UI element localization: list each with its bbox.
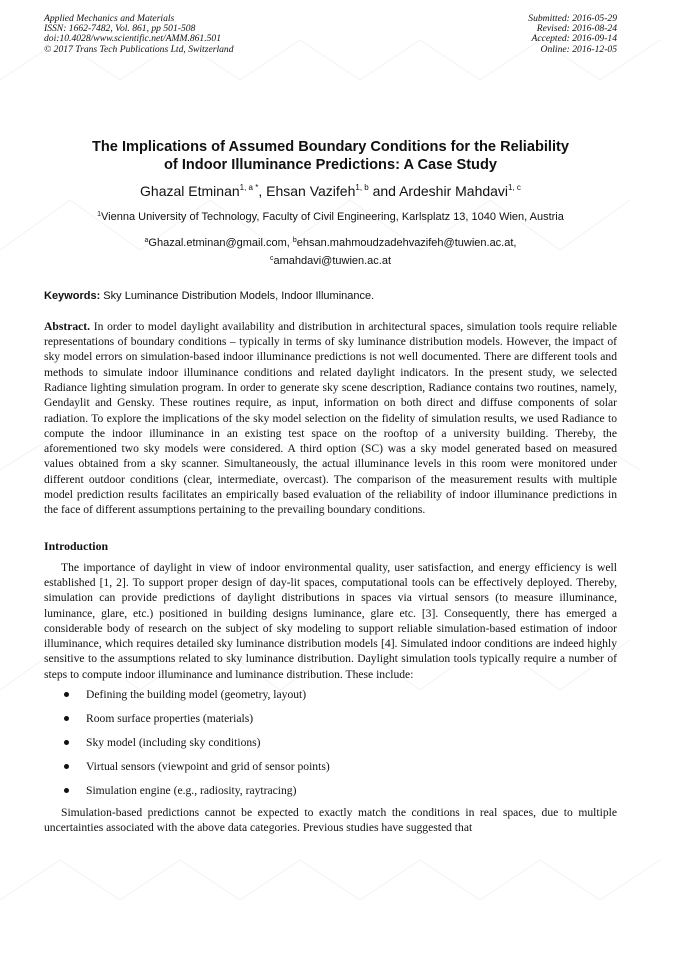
submitted-date: Submitted: 2016-05-29 [528, 13, 617, 24]
author-name: Ghazal Etminan [140, 182, 240, 199]
accepted-date: Accepted: 2016-09-14 [531, 33, 617, 45]
bullet-list [44, 687, 617, 798]
doi-line[interactable]: doi:10.4028/www.scientific.net/AMM.861.501 [44, 33, 222, 45]
abstract-label: Abstract. [44, 319, 91, 333]
journal-header [44, 14, 617, 55]
list-item [44, 783, 617, 798]
author-name: Ehsan Vazifeh [266, 182, 356, 199]
list-item [44, 735, 617, 750]
email-mark: b [292, 236, 297, 244]
journal-name: Applied Mechanics and Materials [44, 13, 175, 24]
author-affiliation-mark: 1, a * [239, 182, 259, 192]
list-item [44, 711, 617, 726]
paragraph: The importance of daylight in view of indoor environmental quality, user satisfaction, and energy efficiency is well established [1, 2]. To support proper design of day-lit spaces, computational tools can be effectively deployed. Thereby, simulation can provide predictions of daylight distributions in spaces via virtual sensors (to measure illuminance, luminance, glare, etc.) positioned in building designs luminance, glare etc. [3]. Consequently, there has emerged a considerable body of research on the subject of sky modeling to support reliable simulation-based estimation of indoor illuminance, which requires detailed sky luminance distribution models [4]. Simulated indoor conditions are indeed highly sensitive to the assumptions related to sky luminance distribution. Daylight simulation tools typically require a number of steps to compute indoor illuminance and luminance distribution. These include: [44, 560, 617, 681]
author-affiliation-mark: 1, b [355, 182, 369, 192]
keywords-label: Keywords: [44, 289, 101, 302]
abstract [44, 319, 617, 518]
bullet-icon [64, 764, 69, 769]
abstract-text: In order to model daylight availability and distribution in architectural spaces, simulation tools require reliable representations of boundary conditions – typically in terms of sky luminance distribution models. However, the impact of sky model errors on simulation-based indoor illuminance predictions is not well documented. There are different tools and methods to simulate indoor illuminance conditions and related daylight indicators. In the present study, we selected Radiance lighting simulation program. In order to generate sky scene description, Radiance contains two routines, namely, Gendaylit and Gensky. These routines require, as input, information on both direct and diffuse components of solar radiation. To explore the implications of the sky model selection on the fidelity of simulation results, we used Radiance to compute the indoor illuminance in an existing test space on the rooftop of a university building. Thereby, the aforementioned two sky models were considered. A third option (SC) was a sky model generated based on measured values obtained from a sky scanner. Simultaneously, the actual illuminance levels in this room were monitored under different outdoor conditions (clear, intermediate, overcast). The comparison of the measurement results with multiple model prediction results facilitates an empirically based evaluation of the reliability of indoor illuminance predictions in the face of different assumptions pertaining to the prevailing boundary conditions. [44, 319, 617, 517]
list-item-text: Defining the building model (geometry, layout) [86, 688, 307, 702]
affiliation-mark: 1 [97, 210, 102, 218]
bullet-icon [64, 716, 69, 721]
author-separator: , [258, 182, 267, 199]
list-item-text: Virtual sensors (viewpoint and grid of sensor points) [86, 760, 330, 774]
publication-info [44, 14, 234, 55]
online-date: Online: 2016-12-05 [540, 43, 617, 55]
list-item-text: Sky model (including sky conditions) [86, 736, 261, 750]
list-item [44, 687, 617, 702]
paper-title [44, 138, 617, 174]
keywords [44, 289, 617, 303]
submission-dates [528, 14, 617, 55]
email-mark: c [269, 254, 274, 262]
paragraph: Simulation-based predictions cannot be expected to exactly match the conditions in real spaces, due to multiple uncertainties associated with the above data categories. Previous studies have suggested that [44, 806, 617, 835]
email-link[interactable]: Ghazal.etminan@gmail.com, [148, 236, 293, 249]
list-item [44, 759, 617, 774]
author-emails [44, 233, 617, 269]
copyright-line: © 2017 Trans Tech Publications Ltd, Switzerland [44, 43, 234, 55]
bullet-icon [64, 740, 69, 745]
issn-line: ISSN: 1662-7482, Vol. 861, pp 501-508 [44, 23, 196, 35]
author-name: Ardeshir Mahdavi [399, 182, 509, 199]
affiliation [44, 208, 617, 224]
email-link[interactable]: amahdavi@tuwien.ac.at [273, 254, 392, 267]
title-line-1: The Implications of Assumed Boundary Conditions for the Reliability [91, 138, 570, 155]
bullet-icon [64, 788, 69, 793]
email-mark: a [144, 236, 149, 244]
author-affiliation-mark: 1, c [508, 182, 521, 192]
list-item-text: Simulation engine (e.g., radiosity, raytracing) [86, 784, 297, 798]
keywords-text: Sky Luminance Distribution Models, Indoor Illuminance. [100, 289, 375, 302]
email-link[interactable]: ehsan.mahmoudzadehvazifeh@tuwien.ac.at, [296, 236, 517, 249]
paper-page [44, 14, 617, 836]
bullet-icon [64, 692, 69, 697]
list-item-text: Room surface properties (materials) [86, 712, 254, 726]
author-list [44, 179, 617, 200]
author-separator: and [368, 182, 400, 199]
title-line-2: of Indoor Illuminance Predictions: A Case Study [164, 156, 497, 173]
revised-date: Revised: 2016-08-24 [536, 23, 617, 35]
affiliation-text: Vienna University of Technology, Faculty of Civil Engineering, Karlsplatz 13, 1040 Wien, Austria [101, 210, 564, 223]
section-heading-introduction: Introduction [44, 538, 109, 553]
